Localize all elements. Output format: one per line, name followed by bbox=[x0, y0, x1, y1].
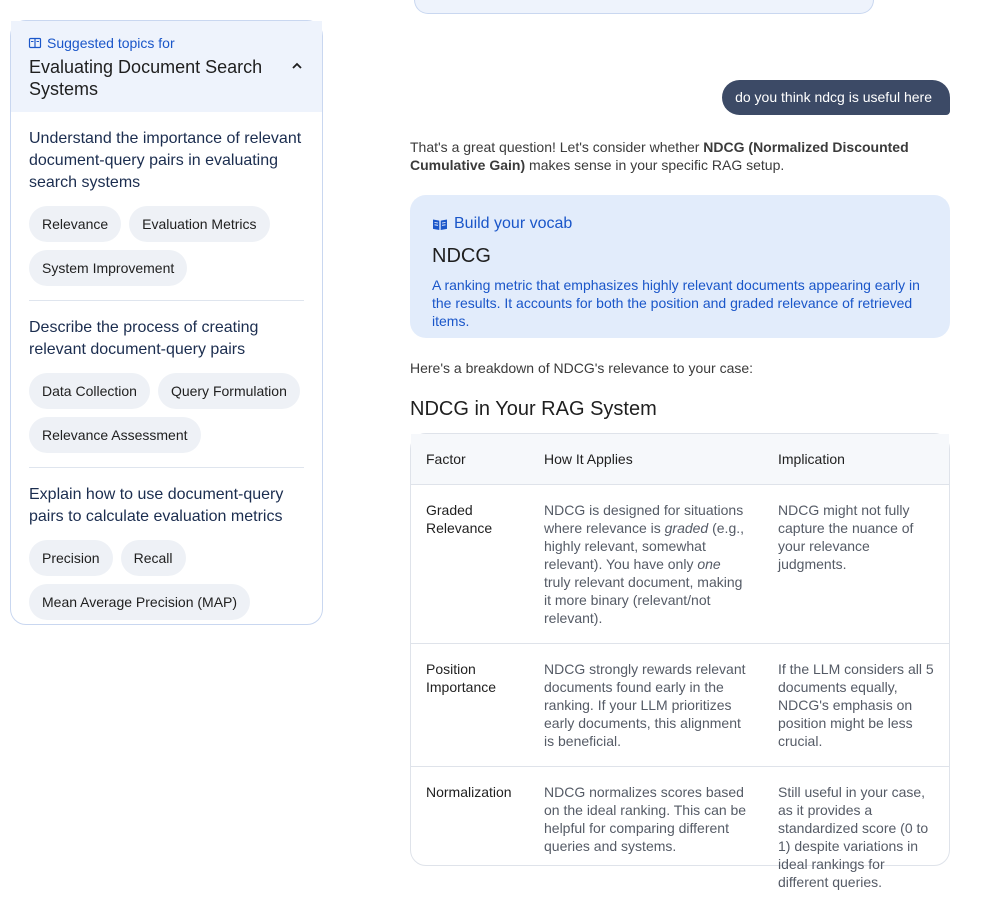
topic-section bbox=[29, 301, 304, 468]
table-header-row bbox=[411, 434, 949, 484]
intro-bold-term: NDCG (Normalized Discounted Cumulative Gain) bbox=[410, 139, 909, 173]
table-cell-implication: If the LLM considers all 5 documents equally, NDCG's emphasis on position might be less crucial. bbox=[778, 661, 934, 749]
topic-chip[interactable]: Query Formulation bbox=[158, 373, 300, 409]
book-icon bbox=[29, 38, 41, 48]
topic-section-title[interactable]: Understand the importance of relevant document-query pairs in evaluating search systems bbox=[29, 130, 302, 191]
topic-chip[interactable]: Evaluation Metrics bbox=[129, 206, 269, 242]
topic-chip[interactable]: Relevance Assessment bbox=[29, 417, 201, 453]
applies-text: truly relevant document, making it more binary (relevant/not relevant). bbox=[544, 574, 743, 626]
book-open-icon bbox=[432, 218, 448, 231]
topic-chip[interactable]: Precision bbox=[29, 540, 113, 576]
table-header-cell: Implication bbox=[778, 451, 845, 467]
suggested-topics-label: Suggested topics for bbox=[47, 35, 175, 51]
table-cell-implication: Still useful in your case, as it provides a standardized score (0 to 1) despite variations in ideal rankings for different queries. bbox=[778, 784, 929, 890]
vocab-card bbox=[410, 195, 950, 338]
table-cell-factor: Graded Relevance bbox=[426, 502, 493, 536]
applies-text: NDCG is designed for situations where relevance is bbox=[544, 502, 744, 536]
topics-title: Evaluating Document Search Systems bbox=[29, 57, 263, 99]
topic-section bbox=[29, 112, 304, 301]
topic-chips bbox=[29, 206, 304, 286]
table-title: NDCG in Your RAG System bbox=[410, 398, 657, 420]
intro-text: That's a great question! Let's consider whether bbox=[410, 139, 704, 155]
table-cell-factor: Position Importance bbox=[426, 661, 497, 695]
table-cell-factor: Normalization bbox=[426, 784, 512, 800]
suggested-topics-header bbox=[11, 21, 322, 112]
topic-chip[interactable]: System Improvement bbox=[29, 250, 187, 286]
vocab-term: NDCG bbox=[432, 245, 491, 267]
topic-chip[interactable]: Data Collection bbox=[29, 373, 150, 409]
previous-card-edge bbox=[414, 0, 874, 14]
table-row bbox=[411, 484, 949, 643]
suggested-topics-label-row bbox=[29, 35, 304, 51]
vocab-heading-row bbox=[432, 215, 928, 233]
applies-emphasis: one bbox=[697, 556, 721, 572]
topic-chips bbox=[29, 373, 304, 453]
topic-section-title[interactable]: Explain how to use document-query pairs to calculate evaluation metrics bbox=[29, 486, 284, 525]
vocab-definition: A ranking metric that emphasizes highly relevant documents appearing early in the results. It accounts for both the position and graded relevance of retrieved items. bbox=[432, 277, 920, 329]
topic-chip[interactable]: Relevance bbox=[29, 206, 121, 242]
table-row bbox=[411, 766, 949, 907]
intro-text-end: makes sense in your specific RAG setup. bbox=[525, 157, 785, 173]
table-cell-applies bbox=[529, 485, 763, 643]
topic-chips bbox=[29, 540, 304, 620]
answer-intro bbox=[410, 138, 950, 174]
table-row bbox=[411, 643, 949, 766]
chevron-up-icon[interactable] bbox=[290, 59, 304, 73]
topic-chip[interactable]: Mean Average Precision (MAP) bbox=[29, 584, 250, 620]
topic-section-title[interactable]: Describe the process of creating relevant document-query pairs bbox=[29, 319, 259, 358]
table-header-cell: Factor bbox=[426, 451, 466, 467]
vocab-heading: Build your vocab bbox=[454, 215, 573, 232]
topics-list bbox=[11, 112, 322, 620]
table-cell-implication: NDCG might not fully capture the nuance of your relevance judgments. bbox=[778, 502, 914, 572]
topic-section bbox=[29, 468, 304, 620]
table-cell-applies: NDCG strongly rewards relevant documents found early in the ranking. If your LLM prioritizes early documents, this alignment is beneficial. bbox=[544, 661, 746, 749]
table-cell-applies: NDCG normalizes scores based on the ideal ranking. This can be helpful for comparing different queries and systems. bbox=[544, 784, 747, 854]
ndcg-table bbox=[410, 433, 950, 890]
table-header-cell: How It Applies bbox=[544, 451, 633, 467]
topic-chip[interactable]: Recall bbox=[121, 540, 186, 576]
applies-emphasis: graded bbox=[664, 520, 709, 536]
suggested-topics-panel bbox=[10, 20, 323, 625]
user-message-bubble: do you think ndcg is useful here bbox=[722, 80, 950, 115]
breakdown-text: Here's a breakdown of NDCG's relevance to your case: bbox=[410, 360, 754, 376]
applies-text: (e.g., highly relevant, somewhat relevant). You have only bbox=[544, 520, 745, 572]
